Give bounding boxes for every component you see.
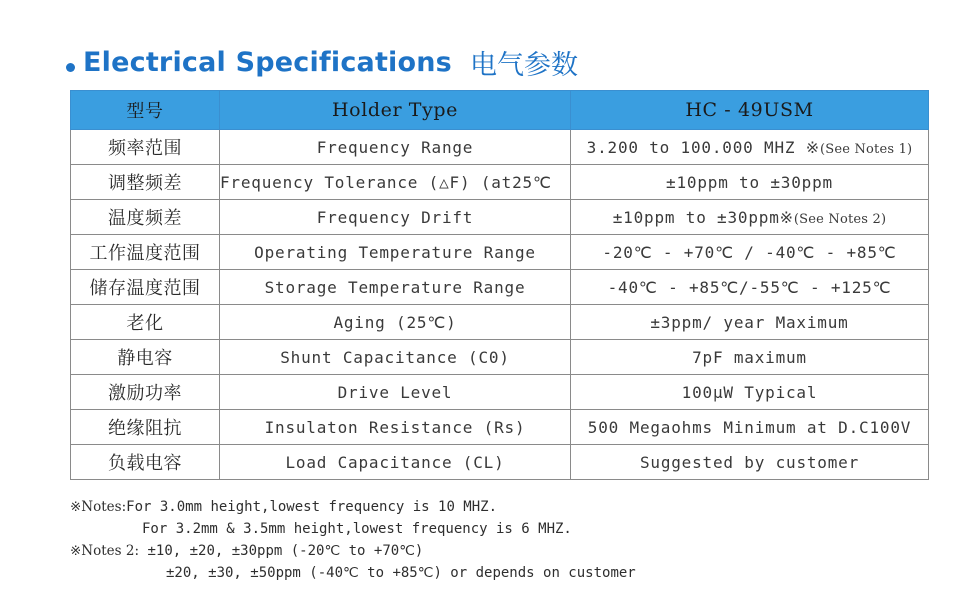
row-value: -20℃ - +70℃ / -40℃ - +85℃ xyxy=(571,235,929,270)
header-model-value: HC - 49USM xyxy=(571,91,929,130)
notes-2-tag: ※Notes 2: xyxy=(70,543,140,559)
row-value: 500 Megaohms Minimum at D.C100V xyxy=(571,410,929,445)
row-parameter: Operating Temperature Range xyxy=(220,235,571,270)
row-parameter: Insulaton Resistance (Rs) xyxy=(220,410,571,445)
row-label-zh: 负载电容 xyxy=(71,445,220,480)
row-value: -40℃ - +85℃/-55℃ - +125℃ xyxy=(571,270,929,305)
row-value: ±3ppm/ year Maximum xyxy=(571,305,929,340)
row-parameter: Frequency Tolerance (△F) (at25℃ xyxy=(220,165,571,200)
row-parameter: Drive Level xyxy=(220,375,571,410)
table-row xyxy=(71,410,929,445)
notes-2-line-1 xyxy=(70,540,636,562)
section-heading xyxy=(66,40,578,84)
row-value: 7pF maximum xyxy=(571,340,929,375)
table-row xyxy=(71,235,929,270)
row-parameter: Frequency Drift xyxy=(220,200,571,235)
heading-title-zh: 电气参数 xyxy=(469,49,578,81)
header-holder-type: Holder Type xyxy=(220,91,571,130)
table-row xyxy=(71,340,929,375)
notes-1-tag: ※Notes: xyxy=(70,499,127,515)
row-value xyxy=(571,130,929,165)
table-row xyxy=(71,130,929,165)
header-model: 型号 xyxy=(71,91,220,130)
row-parameter: Aging (25℃) xyxy=(220,305,571,340)
table-header-row xyxy=(71,91,929,130)
row-label-zh: 工作温度范围 xyxy=(71,235,220,270)
notes-2-text: ±10, ±20, ±30ppm (-20℃ to +70℃) xyxy=(147,543,424,559)
row-value: ±10ppm to ±30ppm xyxy=(571,165,929,200)
row-parameter: Shunt Capacitance (C0) xyxy=(220,340,571,375)
row-label-zh: 静电容 xyxy=(71,340,220,375)
row-value-note: (See Notes 2) xyxy=(793,211,887,227)
row-label-zh: 老化 xyxy=(71,305,220,340)
table-row xyxy=(71,270,929,305)
row-value xyxy=(571,200,929,235)
table-row xyxy=(71,375,929,410)
row-parameter: Frequency Range xyxy=(220,130,571,165)
row-label-zh: 频率范围 xyxy=(71,130,220,165)
notes-2-line-2: ±20, ±30, ±50ppm (-40℃ to +85℃) or depends on customer xyxy=(166,565,636,581)
notes-1-line-2: For 3.2mm & 3.5mm height,lowest frequency is 6 MHZ. xyxy=(142,521,572,537)
row-parameter: Storage Temperature Range xyxy=(220,270,571,305)
row-value: Suggested by customer xyxy=(571,445,929,480)
row-parameter: Load Capacitance (CL) xyxy=(220,445,571,480)
row-value-note: (See Notes 1) xyxy=(819,141,913,157)
notes-1-text: For 3.0mm height,lowest frequency is 10 MHZ. xyxy=(126,499,498,515)
row-label-zh: 绝缘阻抗 xyxy=(71,410,220,445)
row-label-zh: 调整频差 xyxy=(71,165,220,200)
specifications-table xyxy=(70,90,929,480)
bullet-dot-icon xyxy=(66,63,75,72)
row-value-text: 3.200 to 100.000 MHZ ※ xyxy=(586,137,820,157)
notes-section xyxy=(70,496,636,584)
table-row xyxy=(71,200,929,235)
row-value: 100μW Typical xyxy=(571,375,929,410)
table-row xyxy=(71,165,929,200)
row-value-text: ±10ppm to ±30ppm※ xyxy=(612,207,794,227)
row-label-zh: 温度频差 xyxy=(71,200,220,235)
row-label-zh: 激励功率 xyxy=(71,375,220,410)
table-row xyxy=(71,305,929,340)
notes-1-line-1 xyxy=(70,496,636,518)
heading-title-en: Electrical Specifications xyxy=(83,46,452,78)
row-label-zh: 储存温度范围 xyxy=(71,270,220,305)
table-row xyxy=(71,445,929,480)
